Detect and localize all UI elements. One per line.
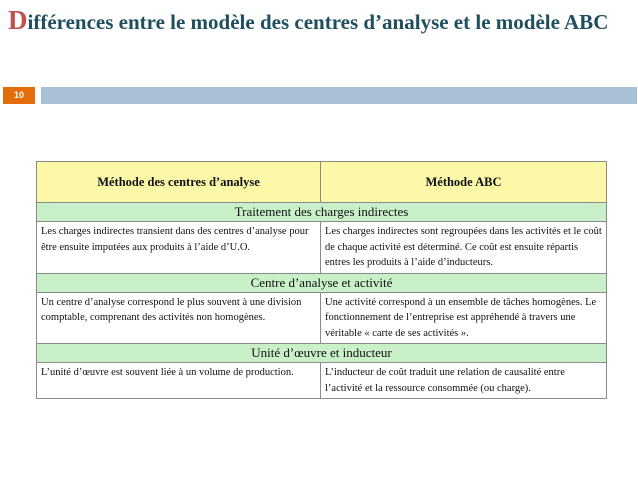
cell-abc-activite: Une activité correspond à un ensemble de tâches homogènes. Le fonctionnement de l’entreprise est appréhendé à travers une véritable « carte de ses activités ». bbox=[321, 292, 607, 344]
cell-abc-charges: Les charges indirectes sont regroupées dans les activités et le coût de chaque activité est déterminé. Ce coût est ensuite répartis entres les produits à l’aide d’inducteurs. bbox=[321, 222, 607, 274]
section-row bbox=[37, 273, 607, 292]
cell-centres-unite: L’unité d’œuvre est souvent liée à un volume de production. bbox=[37, 363, 321, 399]
section-row bbox=[37, 203, 607, 222]
cell-abc-inducteur: L’inducteur de coût traduit une relation de causalité entre l’activité et la ressource consommée (ou charge). bbox=[321, 363, 607, 399]
title-text: ifférences entre le modèle des centres d’analyse et le modèle ABC bbox=[27, 10, 609, 34]
table-row bbox=[37, 363, 607, 399]
header-centres-analyse: Méthode des centres d’analyse bbox=[37, 162, 321, 203]
table-row bbox=[37, 222, 607, 274]
section-heading-centre-activite: Centre d’analyse et activité bbox=[37, 273, 607, 292]
title-initial: D bbox=[8, 5, 28, 35]
header-rule-bar bbox=[41, 87, 637, 104]
table-row bbox=[37, 292, 607, 344]
section-row bbox=[37, 344, 607, 363]
cell-centres-charges: Les charges indirectes transient dans des centres d’analyse pour être ensuite imputées aux produits à l’aide d’U.O. bbox=[37, 222, 321, 274]
section-heading-unite-inducteur: Unité d’œuvre et inducteur bbox=[37, 344, 607, 363]
cell-centres-centre: Un centre d’analyse correspond le plus souvent à une division comptable, comprenant des activités non homogènes. bbox=[37, 292, 321, 344]
slide-number: 10 bbox=[3, 87, 35, 104]
section-heading-charges: Traitement des charges indirectes bbox=[37, 203, 607, 222]
table-header-row bbox=[37, 162, 607, 203]
comparison-table bbox=[36, 161, 607, 399]
header-abc: Méthode ABC bbox=[321, 162, 607, 203]
slide-title bbox=[8, 6, 628, 36]
